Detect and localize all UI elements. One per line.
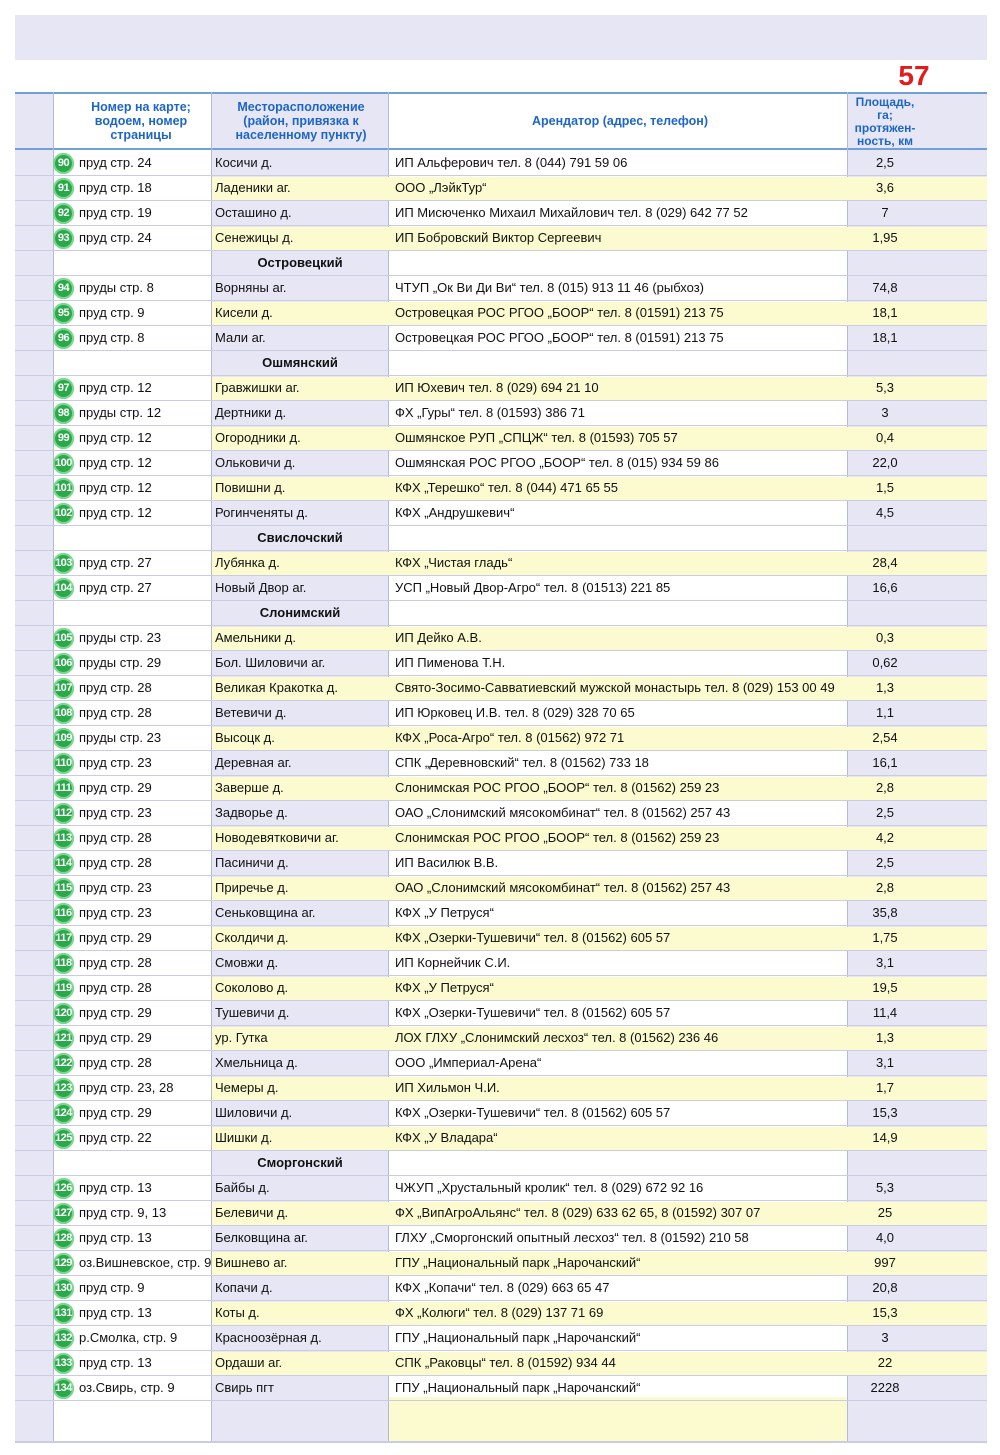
water-body-cell: пруд стр. 22 — [79, 1130, 152, 1145]
area-cell: 22,0 — [872, 455, 898, 470]
map-number-badge: 118 — [53, 953, 74, 974]
water-body-cell: пруд стр. 28 — [79, 1055, 152, 1070]
table-row — [15, 1376, 987, 1401]
map-number-badge: 104 — [53, 578, 74, 599]
water-body-cell: пруды стр. 12 — [79, 405, 162, 420]
table-row — [15, 801, 987, 826]
water-body-cell: пруд стр. 23, 28 — [79, 1080, 174, 1095]
area-cell: 18,1 — [872, 305, 898, 320]
table-row — [15, 276, 987, 301]
area-cell: 1,7 — [875, 1080, 895, 1095]
location-cell: Мали аг. — [215, 330, 266, 345]
water-body-cell: пруд стр. 23 — [79, 805, 152, 820]
table-row — [15, 576, 987, 601]
area-cell: 18,1 — [872, 330, 898, 345]
water-body-cell: пруд стр. 13 — [79, 1305, 152, 1320]
location-cell: Высоцк д. — [215, 730, 275, 745]
area-cell: 4,2 — [875, 830, 895, 845]
map-number-badge: 96 — [53, 328, 74, 349]
table-row — [15, 1201, 987, 1226]
table-row — [15, 1051, 987, 1076]
table-row — [15, 951, 987, 976]
tenant-cell: ИП Мисюченко Михаил Михайлович тел. 8 (029) 642 77 52 — [395, 205, 748, 220]
tenant-cell: КФХ „Роса-Агро“ тел. 8 (01562) 972 71 — [395, 730, 625, 745]
water-body-cell: пруд стр. 23 — [79, 880, 152, 895]
area-cell: 3 — [881, 405, 889, 420]
tenant-cell: Островецкая РОС РГОО „БООР“ тел. 8 (01591) 213 75 — [395, 305, 724, 320]
map-number-badge: 114 — [53, 853, 74, 874]
location-cell: Смовжи д. — [215, 955, 279, 970]
table-row — [15, 1101, 987, 1126]
table-row — [15, 551, 987, 576]
map-number-badge: 102 — [53, 503, 74, 524]
table-row — [15, 476, 987, 501]
section-row — [15, 526, 987, 551]
location-cell: Ордаши аг. — [215, 1355, 283, 1370]
map-number-badge: 117 — [53, 928, 74, 949]
water-body-cell: пруд стр. 12 — [79, 430, 152, 445]
tenant-cell: КФХ „Озерки-Тушевичи“ тел. 8 (01562) 605 57 — [395, 1105, 671, 1120]
location-cell: Приречье д. — [215, 880, 289, 895]
location-cell: Амельники д. — [215, 630, 296, 645]
water-body-cell: оз.Свирь, стр. 9 — [79, 1380, 175, 1395]
table-row — [15, 451, 987, 476]
area-cell: 20,8 — [872, 1280, 898, 1295]
area-cell: 0,3 — [875, 630, 895, 645]
tenant-cell: ООО „Империал-Арена“ — [395, 1055, 542, 1070]
area-cell: 2228 — [870, 1380, 900, 1395]
tenant-cell: ФХ „ВипАгроАльянс“ тел. 8 (029) 633 62 65, 8 (01592) 307 07 — [395, 1205, 761, 1220]
tenant-cell: ЧЖУП „Хрустальный кролик“ тел. 8 (029) 672 92 16 — [395, 1180, 704, 1195]
location-cell: Повишни д. — [215, 480, 286, 495]
water-body-cell: пруд стр. 29 — [79, 780, 152, 795]
location-cell: Ольковичи д. — [215, 455, 296, 470]
map-number-badge: 129 — [53, 1253, 74, 1274]
tenant-cell: Островецкая РОС РГОО „БООР“ тел. 8 (01591) 213 75 — [395, 330, 724, 345]
header-water: Номер на карте; водоем, номер страницы — [91, 100, 191, 142]
location-cell: Тушевичи д. — [215, 1005, 290, 1020]
table-row — [15, 1026, 987, 1051]
tenant-cell: ЛОХ ГЛХУ „Слонимский лесхоз“ тел. 8 (01562) 236 46 — [395, 1030, 719, 1045]
map-number-badge: 98 — [53, 403, 74, 424]
table-row — [15, 901, 987, 926]
location-cell: Вишнево аг. — [215, 1255, 288, 1270]
water-body-cell: пруды стр. 23 — [79, 630, 162, 645]
area-cell: 4,0 — [875, 1230, 895, 1245]
map-number-badge: 113 — [53, 828, 74, 849]
map-number-badge: 125 — [53, 1128, 74, 1149]
table-row — [15, 1226, 987, 1251]
header-tenant: Арендатор (адрес, телефон) — [531, 114, 709, 128]
location-cell: Ладеники аг. — [215, 180, 291, 195]
table-row — [15, 851, 987, 876]
area-cell: 2,8 — [875, 880, 895, 895]
tenant-cell: ГПУ „Национальный парк „Нарочанский“ — [395, 1380, 641, 1395]
table-row — [15, 701, 987, 726]
map-number-badge: 93 — [53, 228, 74, 249]
tenant-cell: КФХ „У Владара“ — [395, 1130, 498, 1145]
section-title: Ошмянский — [262, 355, 338, 370]
map-number-badge: 116 — [53, 903, 74, 924]
location-cell: Байбы д. — [215, 1180, 270, 1195]
table-row — [15, 826, 987, 851]
map-number-badge: 126 — [53, 1178, 74, 1199]
section-row — [15, 251, 987, 276]
water-body-cell: пруды стр. 8 — [79, 280, 154, 295]
area-cell: 19,5 — [872, 980, 898, 995]
map-number-badge: 108 — [53, 703, 74, 724]
water-body-cell: пруд стр. 29 — [79, 930, 152, 945]
water-body-cell: пруд стр. 18 — [79, 180, 152, 195]
tenant-cell: Ошмянская РОС РГОО „БООР“ тел. 8 (015) 934 59 86 — [395, 455, 719, 470]
map-number-badge: 110 — [53, 753, 74, 774]
area-cell: 0,4 — [875, 430, 895, 445]
location-cell: Осташино д. — [215, 205, 292, 220]
water-body-cell: оз.Вишневское, стр. 9 — [79, 1255, 212, 1270]
area-cell: 3,6 — [875, 180, 895, 195]
water-body-cell: пруд стр. 28 — [79, 830, 152, 845]
water-body-cell: пруд стр. 9 — [79, 305, 145, 320]
location-cell: ур. Гутка — [215, 1030, 268, 1045]
tenant-cell: ИП Корнейчик С.И. — [395, 955, 511, 970]
table-row — [15, 501, 987, 526]
tenant-cell: ГЛХУ „Сморгонский опытный лесхоз“ тел. 8 (01592) 210 58 — [395, 1230, 749, 1245]
map-number-badge: 105 — [53, 628, 74, 649]
table-row — [15, 751, 987, 776]
area-cell: 1,95 — [872, 230, 898, 245]
area-cell: 5,3 — [875, 1180, 895, 1195]
map-number-badge: 92 — [53, 203, 74, 224]
tenant-cell: ЧТУП „Ок Ви Ди Ви“ тел. 8 (015) 913 11 46 (рыбхоз) — [395, 280, 704, 295]
tenant-cell: ИП Альферович тел. 8 (044) 791 59 06 — [395, 155, 628, 170]
water-body-cell: пруд стр. 19 — [79, 205, 152, 220]
table-row — [15, 626, 987, 651]
header-area: Площадь, га; протяжен-ность, км — [854, 95, 916, 148]
tenant-cell: КФХ „У Петруся“ — [395, 980, 494, 995]
area-cell: 14,9 — [872, 1130, 898, 1145]
tenant-cell: ИП Юрковец И.В. тел. 8 (029) 328 70 65 — [395, 705, 635, 720]
area-cell: 22 — [877, 1355, 893, 1370]
area-cell: 1,5 — [875, 480, 895, 495]
tenant-cell: ФХ „Гуры“ тел. 8 (01593) 386 71 — [395, 405, 585, 420]
tenant-cell: ИП Хильмон Ч.И. — [395, 1080, 500, 1095]
location-cell: Шишки д. — [215, 1130, 273, 1145]
map-number-badge: 91 — [53, 178, 74, 199]
location-cell: Бол. Шиловичи аг. — [215, 655, 326, 670]
tenant-cell: КФХ „Андрушкевич“ — [395, 505, 515, 520]
table-row — [15, 426, 987, 451]
table-row — [15, 1251, 987, 1276]
location-cell: Кисели д. — [215, 305, 273, 320]
map-number-badge: 133 — [53, 1353, 74, 1374]
table-row — [15, 1176, 987, 1201]
tenant-cell: КФХ „У Петруся“ — [395, 905, 494, 920]
water-body-cell: пруд стр. 27 — [79, 580, 152, 595]
tenant-cell: ИП Василюк В.В. — [395, 855, 499, 870]
map-number-badge: 127 — [53, 1203, 74, 1224]
area-cell: 2,5 — [875, 805, 895, 820]
area-cell: 1,3 — [875, 1030, 895, 1045]
location-cell: Сколдичи д. — [215, 930, 289, 945]
map-number-badge: 124 — [53, 1103, 74, 1124]
tenant-cell: ИП Дейко А.В. — [395, 630, 482, 645]
location-cell: Коты д. — [215, 1305, 260, 1320]
section-title: Островецкий — [257, 255, 343, 270]
map-number-badge: 107 — [53, 678, 74, 699]
table-row — [15, 1076, 987, 1101]
tenant-cell: КФХ „Озерки-Тушевичи“ тел. 8 (01562) 605 57 — [395, 1005, 671, 1020]
water-body-cell: пруд стр. 13 — [79, 1230, 152, 1245]
map-number-badge: 123 — [53, 1078, 74, 1099]
area-cell: 7 — [881, 205, 889, 220]
location-cell: Чемеры д. — [215, 1080, 279, 1095]
area-cell: 15,3 — [872, 1105, 898, 1120]
tenant-cell: КФХ „Чистая гладь“ — [395, 555, 513, 570]
table-row — [15, 1276, 987, 1301]
area-cell: 997 — [874, 1255, 896, 1270]
water-body-cell: пруд стр. 12 — [79, 480, 152, 495]
area-cell: 16,1 — [872, 755, 898, 770]
location-cell: Косичи д. — [215, 155, 273, 170]
area-cell: 3,1 — [875, 1055, 895, 1070]
area-cell: 74,8 — [872, 280, 898, 295]
tenant-cell: ИП Бобровский Виктор Сергеевич — [395, 230, 602, 245]
location-cell: Свирь пгт — [215, 1380, 274, 1395]
water-body-cell: пруд стр. 28 — [79, 980, 152, 995]
map-number-badge: 128 — [53, 1228, 74, 1249]
water-body-cell: пруд стр. 23 — [79, 755, 152, 770]
table-bottom-rule — [15, 1441, 987, 1443]
table-row — [15, 326, 987, 351]
area-cell: 2,54 — [872, 730, 898, 745]
map-number-badge: 99 — [53, 428, 74, 449]
water-body-cell: пруды стр. 29 — [79, 655, 162, 670]
map-number-badge: 94 — [53, 278, 74, 299]
page-number: 57 — [898, 60, 930, 91]
location-cell: Заверше д. — [215, 780, 284, 795]
location-cell: Лубянка д. — [215, 555, 280, 570]
top-banner — [15, 15, 987, 60]
map-number-badge: 130 — [53, 1278, 74, 1299]
map-number-badge: 90 — [53, 153, 74, 174]
table-row — [15, 726, 987, 751]
tenant-cell: Слонимская РОС РГОО „БООР“ тел. 8 (01562) 259 23 — [395, 830, 720, 845]
location-cell: Деревная аг. — [215, 755, 292, 770]
area-cell: 25 — [877, 1205, 893, 1220]
area-cell: 2,5 — [875, 155, 895, 170]
tenant-cell: ООО „ЛэйкТур“ — [395, 180, 487, 195]
tenant-cell: КФХ „Озерки-Тушевичи“ тел. 8 (01562) 605 57 — [395, 930, 671, 945]
area-cell: 35,8 — [872, 905, 898, 920]
table-row — [15, 176, 987, 201]
location-cell: Гравжишки аг. — [215, 380, 300, 395]
table-row — [15, 926, 987, 951]
water-body-cell: пруд стр. 13 — [79, 1180, 152, 1195]
table-row — [15, 976, 987, 1001]
map-number-badge: 134 — [53, 1378, 74, 1399]
location-cell: Шиловичи д. — [215, 1105, 293, 1120]
tenant-cell: СПК „Раковцы“ тел. 8 (01592) 934 44 — [395, 1355, 616, 1370]
table-row — [15, 226, 987, 251]
tenant-cell: ОАО „Слонимский мясокомбинат“ тел. 8 (01562) 257 43 — [395, 880, 731, 895]
location-cell: Красноозёрная д. — [215, 1330, 322, 1345]
location-cell: Новый Двор аг. — [215, 580, 307, 595]
map-number-badge: 122 — [53, 1053, 74, 1074]
area-cell: 1,75 — [872, 930, 898, 945]
tenant-cell: Свято-Зосимо-Савватиевский мужской монастырь тел. 8 (029) 153 00 49 — [395, 680, 835, 695]
water-body-cell: пруд стр. 28 — [79, 705, 152, 720]
tenant-cell: Слонимская РОС РГОО „БООР“ тел. 8 (01562) 259 23 — [395, 780, 720, 795]
row-divider — [15, 1400, 987, 1401]
location-cell: Великая Кракотка д. — [215, 680, 338, 695]
water-body-cell: пруд стр. 12 — [79, 505, 152, 520]
table-body — [15, 151, 987, 1401]
table-row — [15, 301, 987, 326]
tenant-cell: ФХ „Колюги“ тел. 8 (029) 137 71 69 — [395, 1305, 604, 1320]
table-row — [15, 376, 987, 401]
tenant-cell: КФХ „Копачи“ тел. 8 (029) 663 65 47 — [395, 1280, 610, 1295]
water-body-cell: пруд стр. 13 — [79, 1355, 152, 1370]
map-number-badge: 103 — [53, 553, 74, 574]
water-body-cell: пруд стр. 9 — [79, 1280, 145, 1295]
tenant-cell: УСП „Новый Двор-Агро“ тел. 8 (01513) 221 85 — [395, 580, 671, 595]
section-row — [15, 351, 987, 376]
table-header — [15, 92, 987, 150]
section-title: Сморгонский — [257, 1155, 343, 1170]
location-cell: Белевичи д. — [215, 1205, 289, 1220]
location-cell: Новодевятковичи аг. — [215, 830, 339, 845]
location-cell: Огородники д. — [215, 430, 301, 445]
table-row — [15, 651, 987, 676]
map-number-badge: 95 — [53, 303, 74, 324]
location-cell: Копачи д. — [215, 1280, 273, 1295]
water-body-cell: пруд стр. 12 — [79, 455, 152, 470]
table-row — [15, 1301, 987, 1326]
table-row — [15, 1126, 987, 1151]
area-cell: 0,62 — [872, 655, 898, 670]
water-body-cell: пруд стр. 27 — [79, 555, 152, 570]
location-cell: Дертники д. — [215, 405, 287, 420]
map-number-badge: 97 — [53, 378, 74, 399]
tenant-cell: ИП Юхевич тел. 8 (029) 694 21 10 — [395, 380, 599, 395]
location-cell: Задворье д. — [215, 805, 288, 820]
map-number-badge: 132 — [53, 1328, 74, 1349]
map-number-badge: 111 — [53, 778, 74, 799]
area-cell: 1,1 — [875, 705, 895, 720]
section-row — [15, 1151, 987, 1176]
section-title: Слонимский — [259, 605, 341, 620]
map-number-badge: 106 — [53, 653, 74, 674]
water-body-cell: пруд стр. 24 — [79, 230, 152, 245]
location-cell: Хмельница д. — [215, 1055, 298, 1070]
table-row — [15, 1001, 987, 1026]
water-body-cell: пруд стр. 28 — [79, 955, 152, 970]
map-number-badge: 115 — [53, 878, 74, 899]
area-cell: 2,5 — [875, 855, 895, 870]
water-body-cell: пруд стр. 28 — [79, 680, 152, 695]
section-title: Свислочский — [257, 530, 343, 545]
location-cell: Пасиничи д. — [215, 855, 289, 870]
location-cell: Сеньковщина аг. — [215, 905, 316, 920]
location-cell: Ветевичи д. — [215, 705, 287, 720]
map-number-badge: 121 — [53, 1028, 74, 1049]
location-cell: Рогинченяты д. — [215, 505, 308, 520]
water-body-cell: пруды стр. 23 — [79, 730, 162, 745]
tenant-cell: ИП Пименова Т.Н. — [395, 655, 506, 670]
water-body-cell: пруд стр. 24 — [79, 155, 152, 170]
water-body-cell: пруд стр. 29 — [79, 1005, 152, 1020]
area-cell: 5,3 — [875, 380, 895, 395]
tenant-cell: ОАО „Слонимский мясокомбинат“ тел. 8 (01562) 257 43 — [395, 805, 731, 820]
map-number-badge: 112 — [53, 803, 74, 824]
map-number-badge: 131 — [53, 1303, 74, 1324]
area-cell: 3 — [881, 1330, 889, 1345]
water-body-cell: пруд стр. 9, 13 — [79, 1205, 167, 1220]
water-body-cell: р.Смолка, стр. 9 — [79, 1330, 178, 1345]
water-body-cell: пруд стр. 29 — [79, 1105, 152, 1120]
area-cell: 11,4 — [872, 1005, 898, 1020]
area-cell: 2,8 — [875, 780, 895, 795]
map-number-badge: 120 — [53, 1003, 74, 1024]
tenant-cell: ГПУ „Национальный парк „Нарочанский“ — [395, 1255, 641, 1270]
map-number-badge: 100 — [53, 453, 74, 474]
water-body-cell: пруд стр. 28 — [79, 855, 152, 870]
map-number-badge: 109 — [53, 728, 74, 749]
area-cell: 1,3 — [875, 680, 895, 695]
tenant-tail-bg — [388, 1397, 847, 1442]
section-row — [15, 601, 987, 626]
table-row — [15, 401, 987, 426]
area-cell: 15,3 — [872, 1305, 898, 1320]
area-cell: 16,6 — [872, 580, 898, 595]
tenant-cell: ГПУ „Национальный парк „Нарочанский“ — [395, 1330, 641, 1345]
water-body-cell: пруд стр. 23 — [79, 905, 152, 920]
location-cell: Ворняны аг. — [215, 280, 287, 295]
water-body-cell: пруд стр. 8 — [79, 330, 145, 345]
tenant-cell: СПК „Деревновский“ тел. 8 (01562) 733 18 — [395, 755, 649, 770]
table-row — [15, 1326, 987, 1351]
location-cell: Белковщина аг. — [215, 1230, 308, 1245]
area-cell: 4,5 — [875, 505, 895, 520]
area-cell: 28,4 — [872, 555, 898, 570]
water-body-cell: пруд стр. 12 — [79, 380, 152, 395]
table-row — [15, 1351, 987, 1376]
table-row — [15, 151, 987, 176]
location-cell: Соколово д. — [215, 980, 289, 995]
table-row — [15, 776, 987, 801]
header-location: Месторасположение (район, привязка к населенному пункту) — [235, 100, 367, 142]
table-row — [15, 676, 987, 701]
map-number-badge: 119 — [53, 978, 74, 999]
tenant-cell: КФХ „Терешко“ тел. 8 (044) 471 65 55 — [395, 480, 618, 495]
map-number-badge: 101 — [53, 478, 74, 499]
water-body-cell: пруд стр. 29 — [79, 1030, 152, 1045]
area-cell: 3,1 — [875, 955, 895, 970]
table-row — [15, 876, 987, 901]
table-row — [15, 201, 987, 226]
location-cell: Сенежицы д. — [215, 230, 294, 245]
tenant-cell: Ошмянское РУП „СПЦЖ“ тел. 8 (01593) 705 57 — [395, 430, 678, 445]
